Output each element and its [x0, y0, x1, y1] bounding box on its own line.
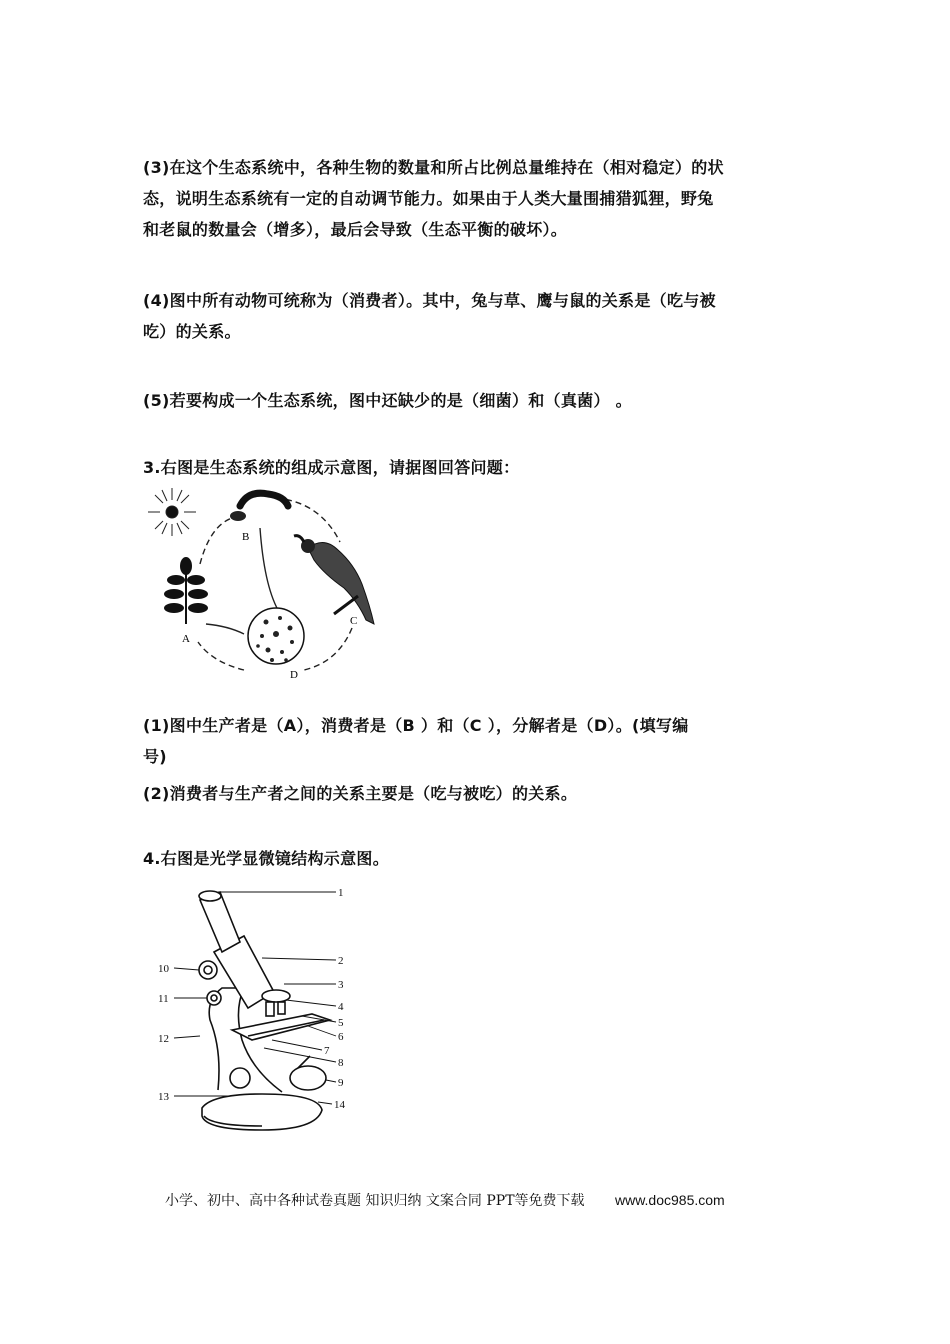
caterpillar-icon: [230, 493, 288, 521]
q4-title: [143, 843, 813, 874]
label-3: 3: [338, 979, 344, 991]
microscope-base: [202, 1094, 322, 1130]
decomposer-circle: [248, 608, 304, 664]
label-6: 6: [338, 1031, 344, 1043]
label-c: C: [350, 615, 358, 627]
label-5: 5: [338, 1017, 344, 1029]
q3-title: [143, 452, 813, 483]
label-7: 7: [324, 1045, 330, 1057]
text-line: 吃）的关系。: [143, 322, 241, 341]
label-12: 12: [158, 1033, 169, 1045]
q2-part5-paragraph: [143, 385, 813, 416]
footer-url[interactable]: www.doc985.com: [614, 1192, 725, 1208]
text-line: 态，说明生态系统有一定的自动调节能力。如果由于人类大量围捕猎狐狸，野兔: [143, 189, 714, 208]
label-11: 11: [158, 993, 169, 1005]
q3-answer-1: [143, 710, 813, 772]
sun-icon: [148, 488, 196, 536]
label-2: 2: [338, 955, 344, 967]
label-4: 4: [338, 1001, 344, 1013]
coarse-knob: [199, 961, 217, 979]
page-footer: [165, 1190, 725, 1210]
microscope-diagram: [152, 880, 362, 1142]
label-d: D: [290, 669, 298, 681]
label-a: A: [182, 633, 190, 645]
text-line: 3.右图是生态系统的组成示意图，请据图回答问题：: [143, 458, 520, 477]
label-14: 14: [334, 1099, 345, 1111]
footer-text: 小学、初中、高中各种试卷真题 知识归纳 文案合同 PPT等免费下载: [165, 1193, 585, 1209]
text-line: 4.右图是光学显微镜结构示意图。: [143, 849, 390, 868]
arrow-b-to-d: [260, 528, 278, 610]
fine-knob: [207, 991, 221, 1005]
label-13: 13: [158, 1091, 169, 1103]
text-line: 号): [143, 747, 167, 766]
label-10: 10: [158, 963, 169, 975]
text-line: (5)若要构成一个生态系统，图中还缺少的是（细菌）和（真菌） 。: [143, 391, 632, 410]
text-line: 和老鼠的数量会（增多），最后会导致（生态平衡的破坏）。: [143, 220, 568, 239]
arrow-c-to-d: [304, 628, 352, 670]
text-line: (4)图中所有动物可统称为（消费者）。其中，兔与草、鹰与鼠的关系是（吃与被: [143, 291, 716, 310]
arrow-a-to-d: [206, 624, 244, 634]
q2-part4-paragraph: [143, 285, 813, 347]
plant-icon: [164, 557, 208, 624]
text-line: (2)消费者与生产者之间的关系主要是（吃与被吃）的关系。: [143, 784, 578, 803]
text-line: (3)在这个生态系统中，各种生物的数量和所占比例总量维持在（相对稳定）的状: [143, 158, 724, 177]
label-1: 1: [338, 887, 344, 899]
bird-icon: [294, 536, 374, 624]
mirror: [290, 1066, 326, 1090]
label-8: 8: [338, 1057, 344, 1069]
ecosystem-diagram: [148, 484, 388, 684]
text-line: (1)图中生产者是（A），消费者是（B ）和（C ），分解者是（D）。(填写编: [143, 716, 689, 735]
label-9: 9: [338, 1077, 344, 1089]
q3-answer-2: [143, 778, 813, 809]
label-b: B: [242, 531, 250, 543]
arrow-a-to-b: [200, 518, 232, 564]
q2-part3-paragraph: [143, 152, 813, 245]
arrow-d-to-a: [198, 642, 244, 670]
